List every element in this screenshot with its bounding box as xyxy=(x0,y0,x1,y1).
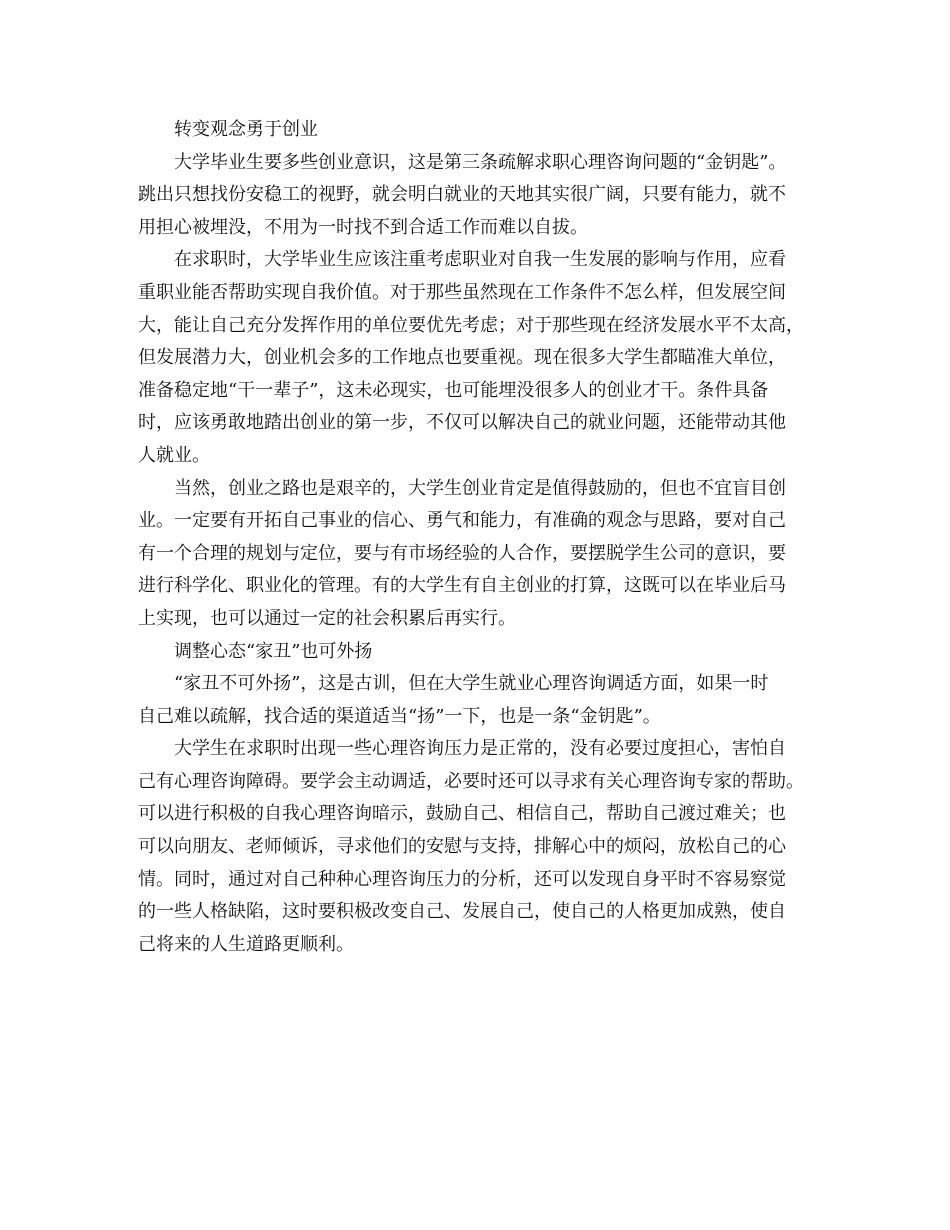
section-heading-entrepreneurship: 转变观念勇于创业 xyxy=(174,119,318,140)
paragraph-line: 自己难以疏解，找合适的渠道适当“扬”一下，也是一条“金钥匙”。 xyxy=(138,705,661,727)
paragraph-line: 业。一定要有开拓自己事业的信心、勇气和能力，有准确的观念与思路，要对自己 xyxy=(138,510,786,532)
paragraph-line: 大学毕业生要多些创业意识，这是第三条疏解求职心理咨询问题的“金钥匙”。 xyxy=(174,151,787,173)
paragraph-line: 用担心被埋没，不用为一时找不到合适工作而难以自拔。 xyxy=(138,216,588,238)
paragraph-line: 当然，创业之路也是艰辛的，大学生创业肯定是值得鼓励的，但也不宜盲目创 xyxy=(174,477,786,499)
paragraph-line: 上实现，也可以通过一定的社会积累后再实行。 xyxy=(138,607,516,629)
paragraph-line: “家丑不可外扬”，这是古训，但在大学生就业心理咨询调适方面，如果一时 xyxy=(174,673,769,695)
paragraph-line: 时，应该勇敢地踏出创业的第一步，不仅可以解决自己的就业问题，还能带动其他 xyxy=(138,412,786,434)
paragraph-line: 重职业能否帮助实现自我价值。对于那些虽然现在工作条件不怎么样，但发展空间 xyxy=(138,281,786,303)
paragraph-line: 在求职时，大学毕业生应该注重考虑职业对自我一生发展的影响与作用，应看 xyxy=(174,249,786,271)
paragraph-line: 准备稳定地“干一辈子”，这未必现实，也可能埋没很多人的创业才干。条件具备 xyxy=(138,379,769,401)
paragraph-line: 大学生在求职时出现一些心理咨询压力是正常的，没有必要过度担心，害怕自 xyxy=(174,738,786,760)
paragraph-line: 跳出只想找份安稳工的视野，就会明白就业的天地其实很广阔，只要有能力，就不 xyxy=(138,184,786,206)
paragraph-line: 进行科学化、职业化的管理。有的大学生有自主创业的打算，这既可以在毕业后马 xyxy=(138,575,786,597)
paragraph-line: 大，能让自己充分发挥作用的单位要优先考虑；对于那些现在经济发展水平不太高， xyxy=(138,314,804,336)
paragraph-line: 人就业。 xyxy=(138,444,210,466)
paragraph-line: 但发展潜力大，创业机会多的工作地点也要重视。现在很多大学生都瞄准大单位， xyxy=(138,347,786,369)
paragraph-line: 可以进行积极的自我心理咨询暗示，鼓励自己、相信自己，帮助自己渡过难关；也 xyxy=(138,803,786,825)
document-body xyxy=(138,114,816,961)
paragraph-line: 己有心理咨询障碍。要学会主动调适，必要时还可以寻求有关心理咨询专家的帮助。 xyxy=(138,770,804,792)
paragraph-line: 的一些人格缺陷，这时要积极改变自己、发展自己，使自己的人格更加成熟，使自 xyxy=(138,901,786,923)
paragraph-line: 有一个合理的规划与定位，要与有市场经验的人合作，要摆脱学生公司的意识，要 xyxy=(138,542,786,564)
paragraph-line: 情。同时，通过对自己种种心理咨询压力的分析，还可以发现自身平时不容易察觉 xyxy=(138,868,786,890)
paragraph-line: 可以向朋友、老师倾诉，寻求他们的安慰与支持，排解心中的烦闷，放松自己的心 xyxy=(138,836,786,858)
section-heading-mindset: 调整心态“家丑”也可外扬 xyxy=(174,640,373,662)
paragraph-line: 己将来的人生道路更顺利。 xyxy=(138,933,354,955)
